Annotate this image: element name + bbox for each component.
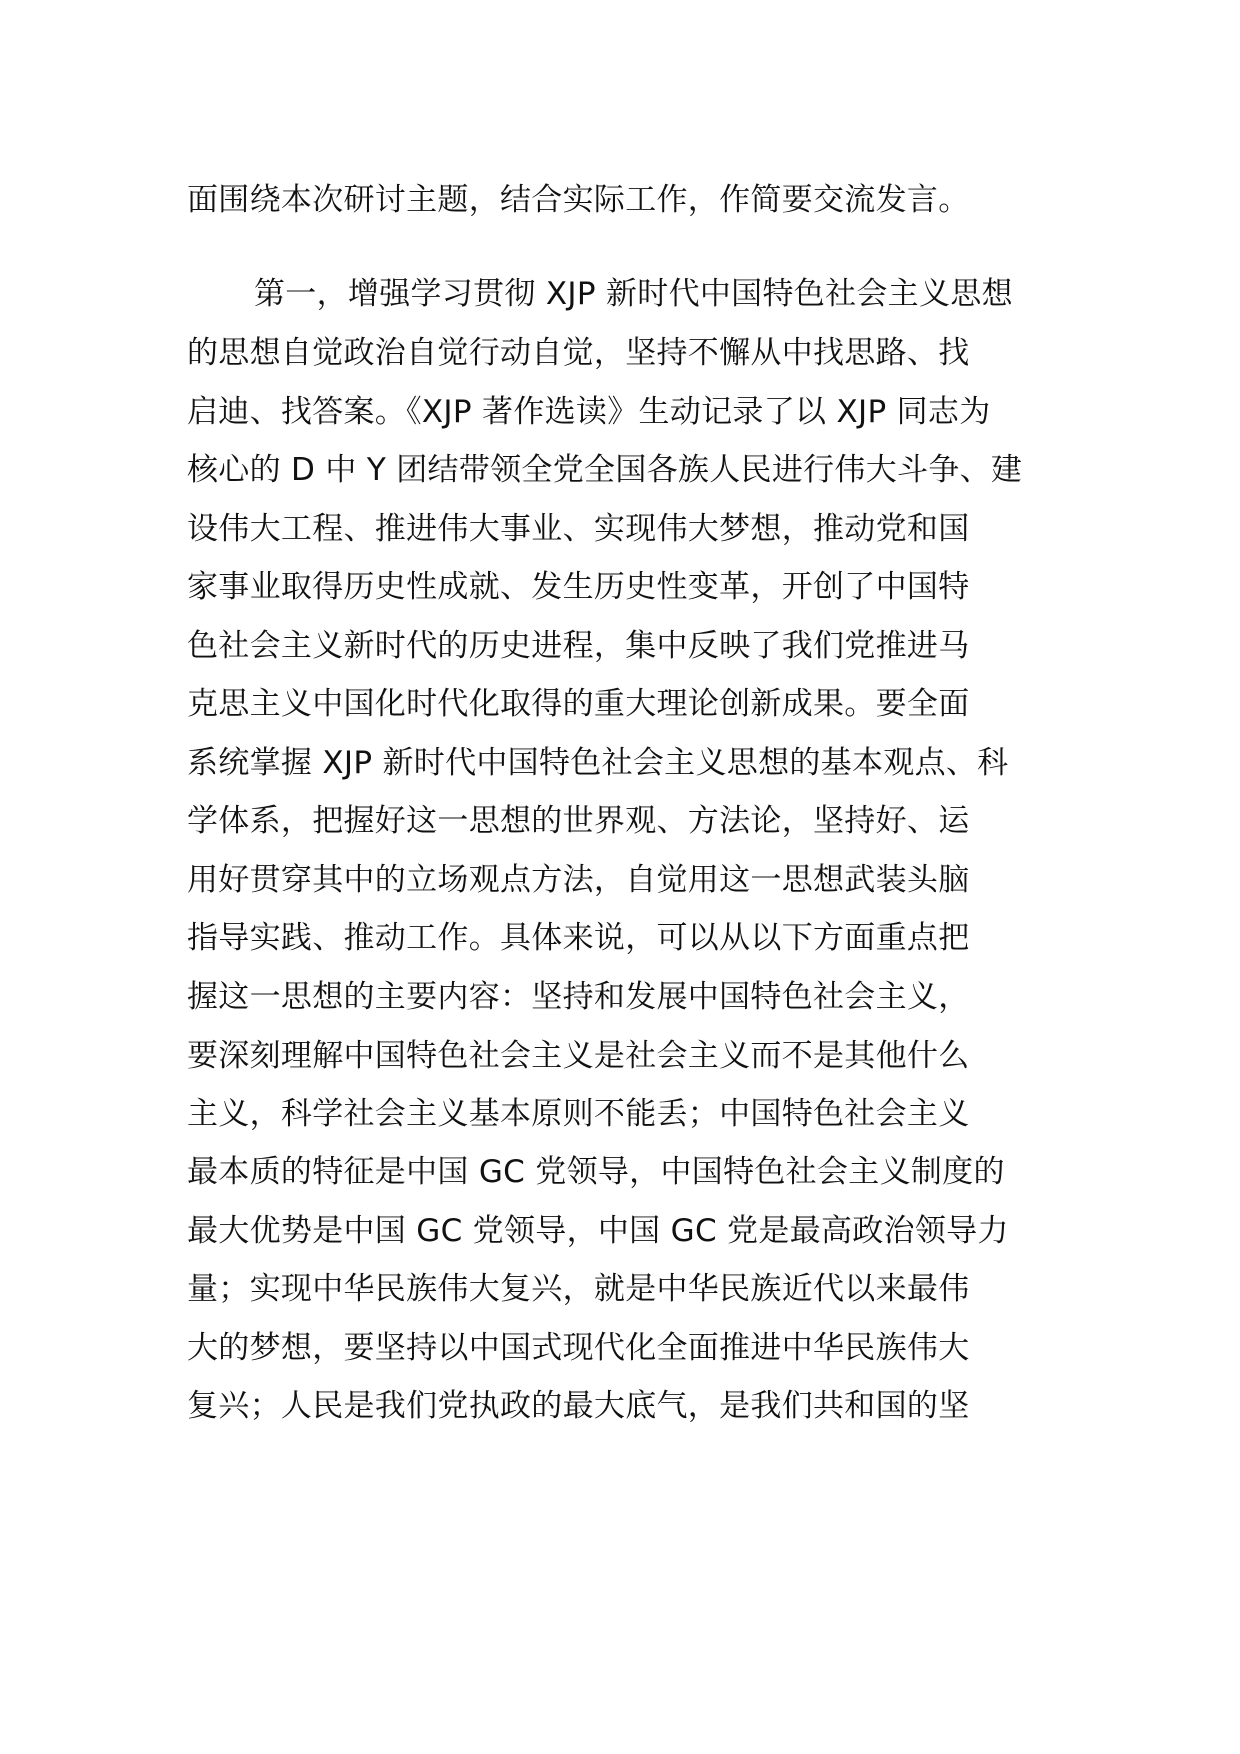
text-line-10: 系统掌握 XJP 新时代中国特色社会主义思想的基本观点、科	[187, 745, 1009, 781]
text-line-9: 克思主义中国化时代化取得的重大理论创新成果。要全面	[187, 686, 970, 722]
text-line-21: 复兴；人民是我们党执政的最大底气，是我们共和国的坚	[187, 1388, 970, 1424]
text-line-13: 指导实践、推动工作。具体来说，可以从以下方面重点把	[187, 920, 970, 956]
text-line-18: 最大优势是中国 GC 党领导，中国 GC 党是最高政治领导力	[187, 1213, 1009, 1249]
text-line-20: 大的梦想，要坚持以中国式现代化全面推进中华民族伟大	[187, 1330, 970, 1366]
text-line-6: 设伟大工程、推进伟大事业、实现伟大梦想，推动党和国	[187, 511, 970, 547]
text-line-8: 色社会主义新时代的历史进程，集中反映了我们党推进马	[187, 628, 970, 664]
text-line-1: 面围绕本次研讨主题，结合实际工作，作简要交流发言。	[187, 182, 970, 218]
text-line-5: 核心的 D 中 Y 团结带领全党全国各族人民进行伟大斗争、建	[187, 452, 1023, 488]
text-line-16: 主义，科学社会主义基本原则不能丢；中国特色社会主义	[187, 1096, 970, 1132]
text-line-11: 学体系，把握好这一思想的世界观、方法论，坚持好、运	[187, 803, 970, 839]
text-line-7: 家事业取得历史性成就、发生历史性变革，开创了中国特	[187, 569, 970, 605]
text-line-17: 最本质的特征是中国 GC 党领导，中国特色社会主义制度的	[187, 1154, 1005, 1190]
paragraph-first-line: 第一，增强学习贯彻 XJP 新时代中国特色社会主义思想	[254, 276, 1013, 312]
text-line-19: 量；实现中华民族伟大复兴，就是中华民族近代以来最伟	[187, 1271, 970, 1307]
text-line-12: 用好贯穿其中的立场观点方法，自觉用这一思想武装头脑	[187, 862, 970, 898]
text-line-3: 的思想自觉政治自觉行动自觉，坚持不懈从中找思路、找	[187, 335, 970, 371]
text-line-4: 启迪、找答案。《XJP 著作选读》生动记录了以 XJP 同志为	[187, 394, 991, 430]
text-line-14: 握这一思想的主要内容：坚持和发展中国特色社会主义，	[187, 979, 970, 1015]
text-line-15: 要深刻理解中国特色社会主义是社会主义而不是其他什么	[187, 1038, 970, 1074]
